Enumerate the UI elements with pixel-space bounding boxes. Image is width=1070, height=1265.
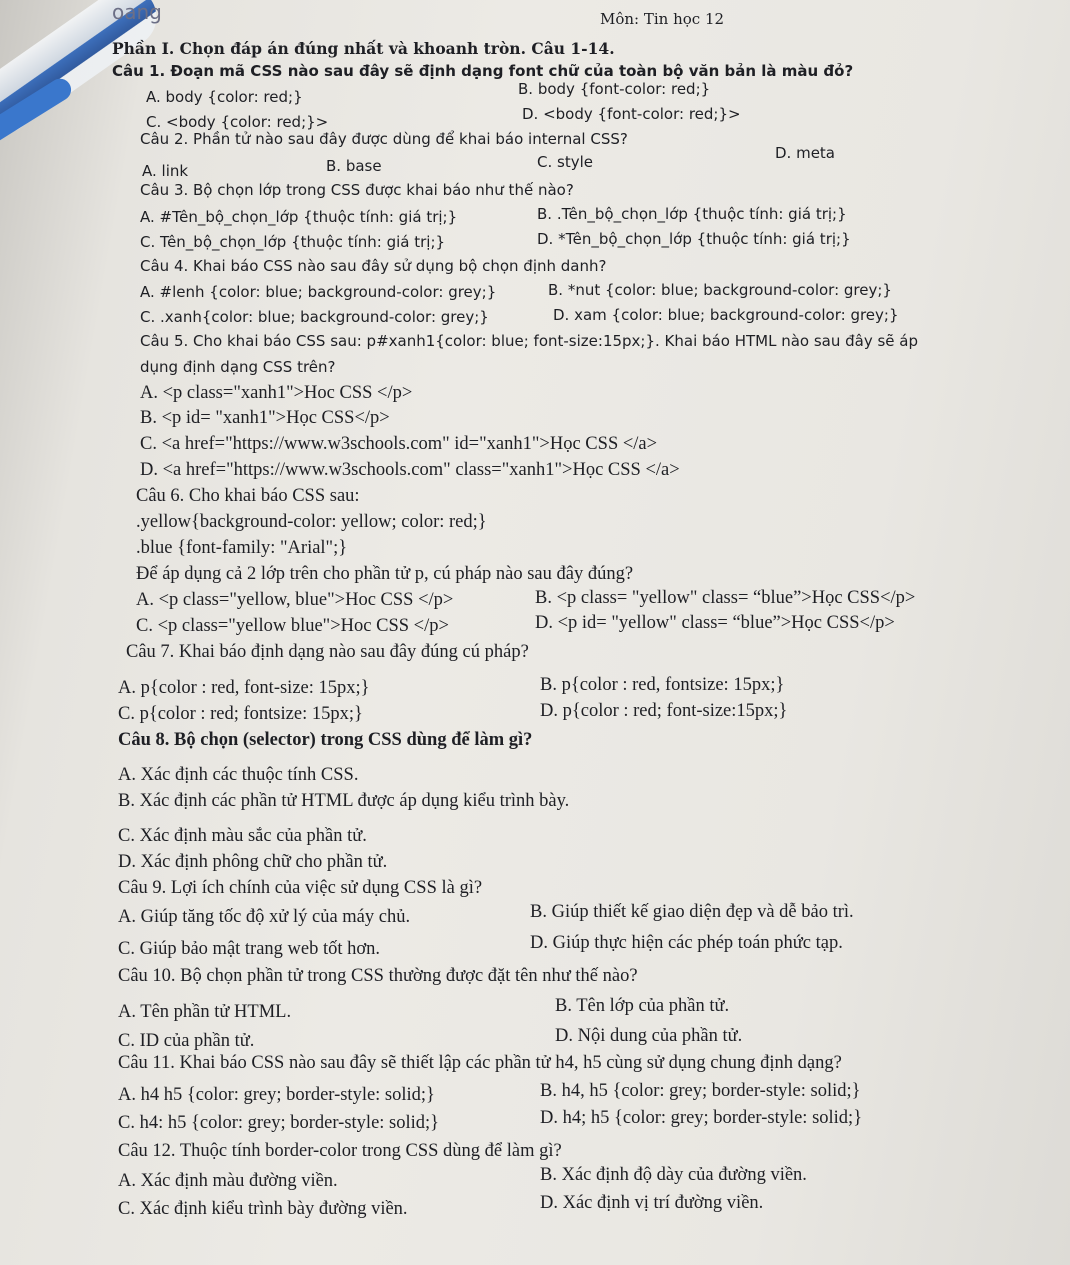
- q9-option-d[interactable]: D. Giúp thực hiện các phép toán phức tạp.: [530, 933, 843, 953]
- q3-stem: Câu 3. Bộ chọn lớp trong CSS được khai báo như thế nào?: [140, 181, 574, 199]
- q10-option-a[interactable]: A. Tên phần tử HTML.: [118, 1002, 292, 1022]
- q8-stem: Câu 8. Bộ chọn (selector) trong CSS dùng để làm gì?: [118, 730, 533, 750]
- q2-stem: Câu 2. Phần tử nào sau đây được dùng để khai báo internal CSS?: [140, 130, 628, 148]
- q10-option-b[interactable]: B. Tên lớp của phần tử.: [555, 996, 730, 1016]
- q5-option-b[interactable]: B. <p id= "xanh1">Học CSS</p>: [140, 408, 390, 428]
- q2-option-b[interactable]: B. base: [326, 157, 382, 175]
- q3-option-c[interactable]: C. Tên_bộ_chọn_lớp {thuộc tính: giá trị;}: [140, 233, 446, 251]
- q4-option-a[interactable]: A. #lenh {color: blue; background-color: grey;}: [140, 283, 497, 301]
- q4-stem: Câu 4. Khai báo CSS nào sau đây sử dụng bộ chọn định danh?: [140, 257, 607, 275]
- q9-option-a[interactable]: A. Giúp tăng tốc độ xử lý của máy chủ.: [118, 907, 411, 927]
- q9-stem: Câu 9. Lợi ích chính của việc sử dụng CSS là gì?: [118, 878, 483, 898]
- q1-stem: Câu 1. Đoạn mã CSS nào sau đây sẽ định dạng font chữ của toàn bộ văn bản là màu đỏ?: [112, 62, 854, 80]
- q10-option-d[interactable]: D. Nội dung của phần tử.: [555, 1026, 743, 1046]
- q1-option-b[interactable]: B. body {font-color: red;}: [518, 80, 711, 98]
- q5-option-a[interactable]: A. <p class="xanh1">Hoc CSS </p>: [140, 383, 413, 403]
- q2-option-c[interactable]: C. style: [537, 153, 593, 171]
- q6-stem2: Để áp dụng cả 2 lớp trên cho phần tử p, cú pháp nào sau đây đúng?: [136, 564, 634, 584]
- q10-stem: Câu 10. Bộ chọn phần tử trong CSS thường được đặt tên như thế nào?: [118, 966, 638, 986]
- q11-option-c[interactable]: C. h4: h5 {color: grey; border-style: solid;}: [118, 1113, 440, 1133]
- q7-stem: Câu 7. Khai báo định dạng nào sau đây đúng cú pháp?: [126, 642, 529, 662]
- q12-option-d[interactable]: D. Xác định vị trí đường viền.: [540, 1193, 764, 1213]
- q5-stem-line1: Câu 5. Cho khai báo CSS sau: p#xanh1{color: blue; font-size:15px;}. Khai báo HTML nào sau đây sẽ áp: [140, 332, 919, 350]
- q3-option-d[interactable]: D. *Tên_bộ_chọn_lớp {thuộc tính: giá trị;}: [537, 230, 851, 248]
- q7-option-c[interactable]: C. p{color : red; fontsize: 15px;}: [118, 704, 363, 724]
- q4-option-d[interactable]: D. xam {color: blue; background-color: grey;}: [553, 306, 899, 324]
- q6-option-c[interactable]: C. <p class="yellow blue">Hoc CSS </p>: [136, 616, 449, 636]
- q8-option-a[interactable]: A. Xác định các thuộc tính CSS.: [118, 765, 359, 785]
- subject-header: Môn: Tin học 12: [600, 10, 725, 28]
- q7-option-a[interactable]: A. p{color : red, font-size: 15px;}: [118, 678, 370, 698]
- q12-option-b[interactable]: B. Xác định độ dày của đường viền.: [540, 1165, 807, 1185]
- q8-option-c[interactable]: C. Xác định màu sắc của phần tử.: [118, 826, 367, 846]
- q1-option-c[interactable]: C. <body {color: red;}>: [146, 113, 329, 131]
- q9-option-c[interactable]: C. Giúp bảo mật trang web tốt hơn.: [118, 939, 381, 959]
- q5-stem-line2: dụng định dạng CSS trên?: [140, 358, 336, 376]
- q7-option-b[interactable]: B. p{color : red, fontsize: 15px;}: [540, 675, 785, 695]
- q5-option-c[interactable]: C. <a href="https://www.w3schools.com" id="xanh1">Học CSS </a>: [140, 434, 658, 454]
- part1-title: Phần I. Chọn đáp án đúng nhất và khoanh tròn. Câu 1-14.: [112, 39, 615, 58]
- q3-option-a[interactable]: A. #Tên_bộ_chọn_lớp {thuộc tính: giá trị;}: [140, 208, 458, 226]
- q12-option-c[interactable]: C. Xác định kiểu trình bày đường viền.: [118, 1199, 408, 1219]
- q6-code-line2: .blue {font-family: "Arial";}: [136, 538, 348, 558]
- q1-option-d[interactable]: D. <body {font-color: red;}>: [522, 105, 741, 123]
- q6-option-b[interactable]: B. <p class= "yellow" class= “blue”>Học CSS</p>: [535, 588, 916, 608]
- q4-option-c[interactable]: C. .xanh{color: blue; background-color: grey;}: [140, 308, 489, 326]
- handwritten-scribble: oang: [112, 0, 162, 24]
- q11-option-a[interactable]: A. h4 h5 {color: grey; border-style: solid;}: [118, 1085, 435, 1105]
- q2-option-d[interactable]: D. meta: [775, 144, 835, 162]
- q8-option-d[interactable]: D. Xác định phông chữ cho phần tử.: [118, 852, 388, 872]
- q6-option-a[interactable]: A. <p class="yellow, blue">Hoc CSS </p>: [136, 590, 454, 610]
- q11-option-d[interactable]: D. h4; h5 {color: grey; border-style: solid;}: [540, 1108, 863, 1128]
- q8-option-b[interactable]: B. Xác định các phần tử HTML được áp dụng kiểu trình bày.: [118, 791, 570, 811]
- q9-option-b[interactable]: B. Giúp thiết kế giao diện đẹp và dễ bảo trì.: [530, 902, 854, 922]
- q11-stem: Câu 11. Khai báo CSS nào sau đây sẽ thiết lập các phần tử h4, h5 cùng sử dụng chung định dạng?: [118, 1053, 842, 1073]
- q3-option-b[interactable]: B. .Tên_bộ_chọn_lớp {thuộc tính: giá trị;}: [537, 205, 847, 223]
- q10-option-c[interactable]: C. ID của phần tử.: [118, 1031, 255, 1051]
- q6-option-d[interactable]: D. <p id= "yellow" class= “blue”>Học CSS</p>: [535, 613, 895, 633]
- q12-stem: Câu 12. Thuộc tính border-color trong CSS dùng để làm gì?: [118, 1141, 562, 1161]
- q11-option-b[interactable]: B. h4, h5 {color: grey; border-style: solid;}: [540, 1081, 861, 1101]
- q6-code-line1: .yellow{background-color: yellow; color: red;}: [136, 512, 487, 532]
- q4-option-b[interactable]: B. *nut {color: blue; background-color: grey;}: [548, 281, 892, 299]
- q12-option-a[interactable]: A. Xác định màu đường viền.: [118, 1171, 338, 1191]
- q2-option-a[interactable]: A. link: [142, 162, 189, 180]
- q7-option-d[interactable]: D. p{color : red; font-size:15px;}: [540, 701, 788, 721]
- q6-stem: Câu 6. Cho khai báo CSS sau:: [136, 486, 360, 506]
- q1-option-a[interactable]: A. body {color: red;}: [146, 88, 303, 106]
- q5-option-d[interactable]: D. <a href="https://www.w3schools.com" class="xanh1">Học CSS </a>: [140, 460, 680, 480]
